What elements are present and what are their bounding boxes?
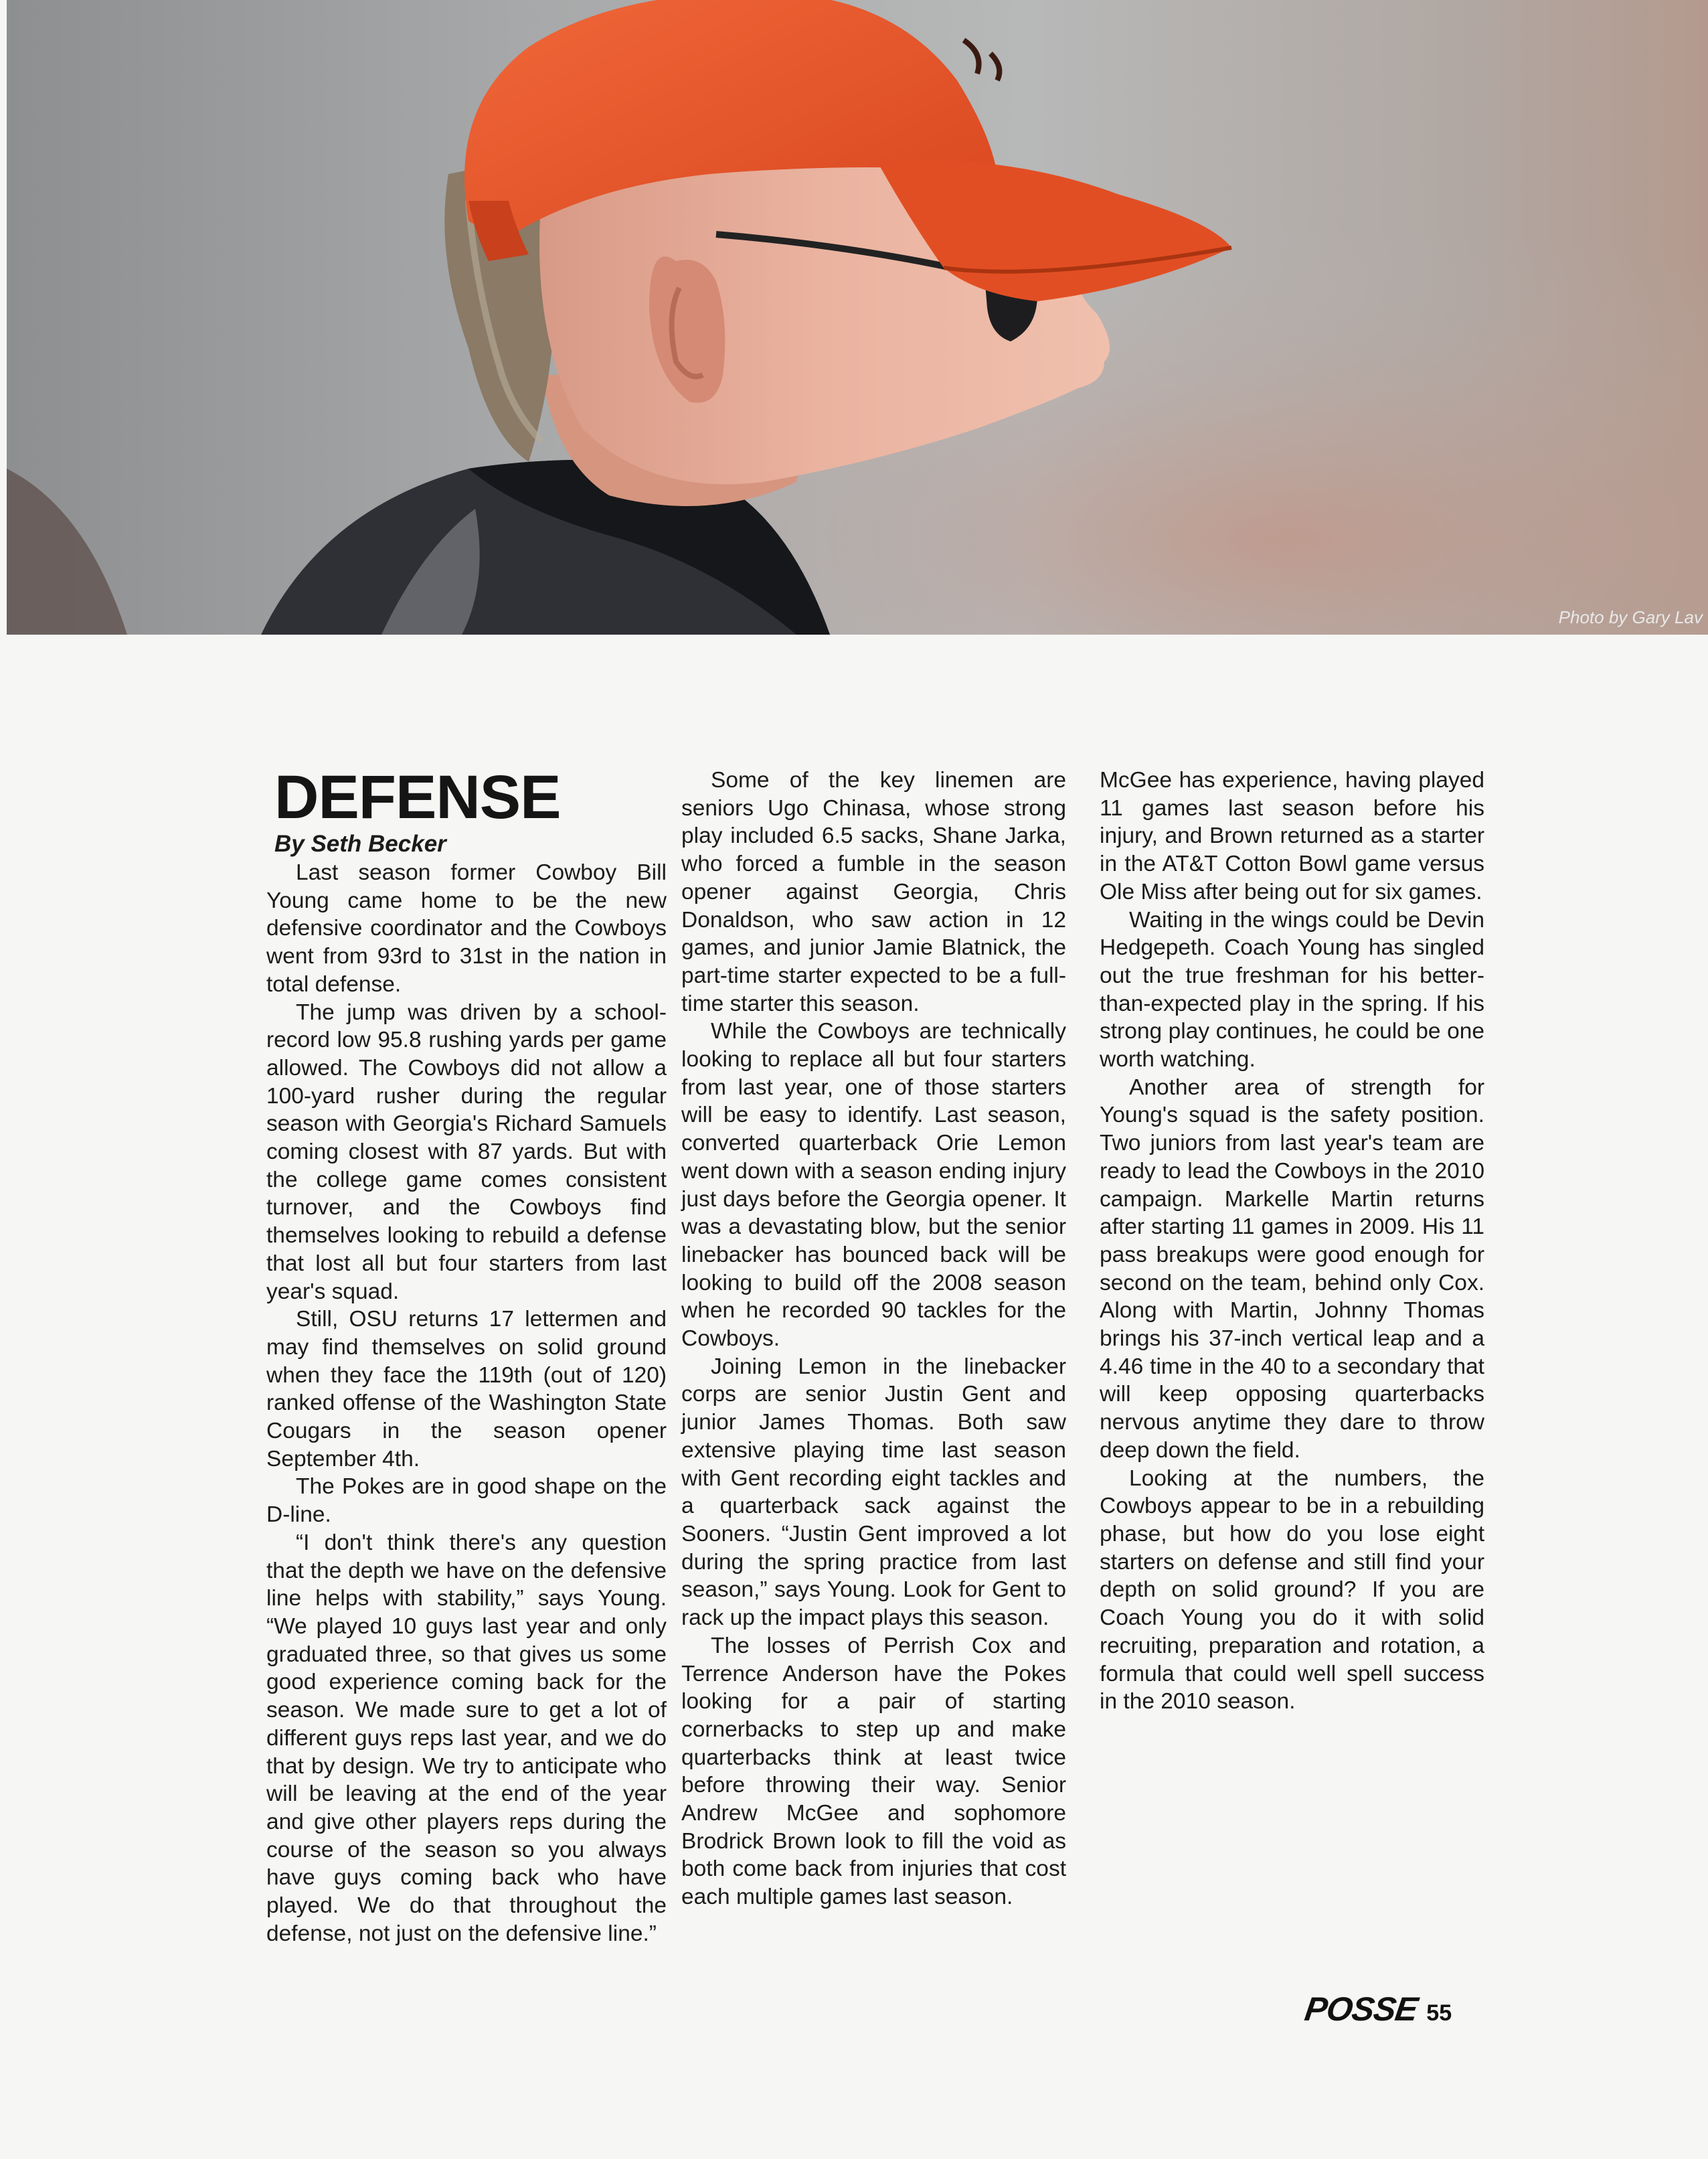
paragraph: Some of the key linemen are seniors Ugo Chinasa, whose strong play included 6.5 sacks, Shane Jarka, who forced a fumble in the season opener against Georgia, Chris Donaldson, who saw action in 12 games, and junior Jamie Blatnick, the part-time starter expected to be a full-time starter this season. [681,768,1066,1016]
paragraph: While the Cowboys are technically looking to replace all but four starters from last year, one of those starters will be easy to identify. Last season, converted quarterback Orie Lemon went down with a season ending injury just days before the Georgia opener. It was a devastating blow, but the senior linebacker has bounced back will be looking to build off the 2008 season when he recorded 90 tackles for the Cowboys. [681,1019,1066,1352]
byline: By Seth Becker [274,831,446,857]
paragraph: Waiting in the wings could be Devin Hedgepeth. Coach Young has singled out the true freshman for his better-than-expected play in the spring. If his strong play continues, he could be one worth watching. [1100,907,1484,1072]
page-footer [1302,1990,1452,2028]
article-photo [7,0,1708,635]
article-title: DEFENSE [274,763,561,831]
paragraph: Joining Lemon in the linebacker corps are senior Justin Gent and junior James Thomas. Both saw extensive playing time last season with Gent recording eight tackles and a quarterback sack against the Sooners. “Justin Gent improved a lot during the spring practice from last season,” says Young. Look for Gent to rack up the impact plays this season. [681,1354,1066,1631]
paragraph: “I don't think there's any question that the depth we have on the defensive line helps with stability,” says Young. “We played 10 guys last year and only graduated three, so that gives us some good experience coming back for the season. We made sure to get a lot of different guys reps last year, and we do that by design. We try to anticipate who will be leaving at the end of the year and give other players reps during the course of the season so you always have guys coming back who have played. We do that throughout the defense, not just on the defensive line.” [266,1530,667,1946]
article-column-1 [266,763,667,1947]
paragraph: Last season former Cowboy Bill Young came home to be the new defensive coordinator and the Cowboys went from 93rd to 31st in the nation in total defense. [266,860,667,997]
paragraph: The losses of Perrish Cox and Terrence Anderson have the Pokes looking for a pair of starting cornerbacks to step up and make quarterbacks think at least twice before throwing their way. Senior Andrew McGee and sophomore Brodrick Brown look to fill the void as both come back from injuries that cost each multiple games last season. [681,1633,1066,1910]
paragraph: Still, OSU returns 17 lettermen and may find themselves on solid ground when they face the 119th (out of 120) ranked offense of the Washington State Cougars in the season opener September 4th. [266,1307,667,1471]
article-column-3 [1100,767,1484,1716]
page-number: 55 [1426,2000,1452,2026]
paragraph: Looking at the numbers, the Cowboys appear to be in a rebuilding phase, but how do you lose eight starters on defense and still find your depth on solid ground? If you are Coach Young you do it with solid recruiting, preparation and rotation, a formula that could well spell success in the 2010 season. [1100,1465,1484,1714]
paragraph: The Pokes are in good shape on the D-line. [266,1474,667,1528]
photo-credit: Photo by Gary Lav [1558,607,1703,627]
paragraph: McGee has experience, having played 11 games last season before his injury, and Brown returned as a starter in the AT&T Cotton Bowl game versus Ole Miss after being out for six games. [1100,768,1484,904]
article-column-2 [681,767,1066,1911]
paragraph: The jump was driven by a school-record low 95.8 rushing yards per game allowed. The Cowboys did not allow a 100-yard rusher during the regular season with Georgia's Richard Samuels coming closest with 87 yards. But with the college game comes consistent turnover, and the Cowboys find themselves looking to rebuild a defense that lost all but four starters from last year's squad. [266,999,667,1304]
coach-photo-illustration [7,0,1708,635]
magazine-logo: POSSE [1302,1990,1420,2028]
paragraph: Another area of strength for Young's squad is the safety position. Two juniors from last year's team are ready to lead the Cowboys in the 2010 campaign. Markelle Martin returns after starting 11 games in 2009. His 11 pass breakups were good enough for second on the team, behind only Cox. Along with Martin, Johnny Thomas brings his 37-inch vertical leap and a 4.46 time in the 40 to a secondary that will keep opposing quarterbacks nervous anytime they dare to throw deep down the field. [1100,1074,1484,1463]
